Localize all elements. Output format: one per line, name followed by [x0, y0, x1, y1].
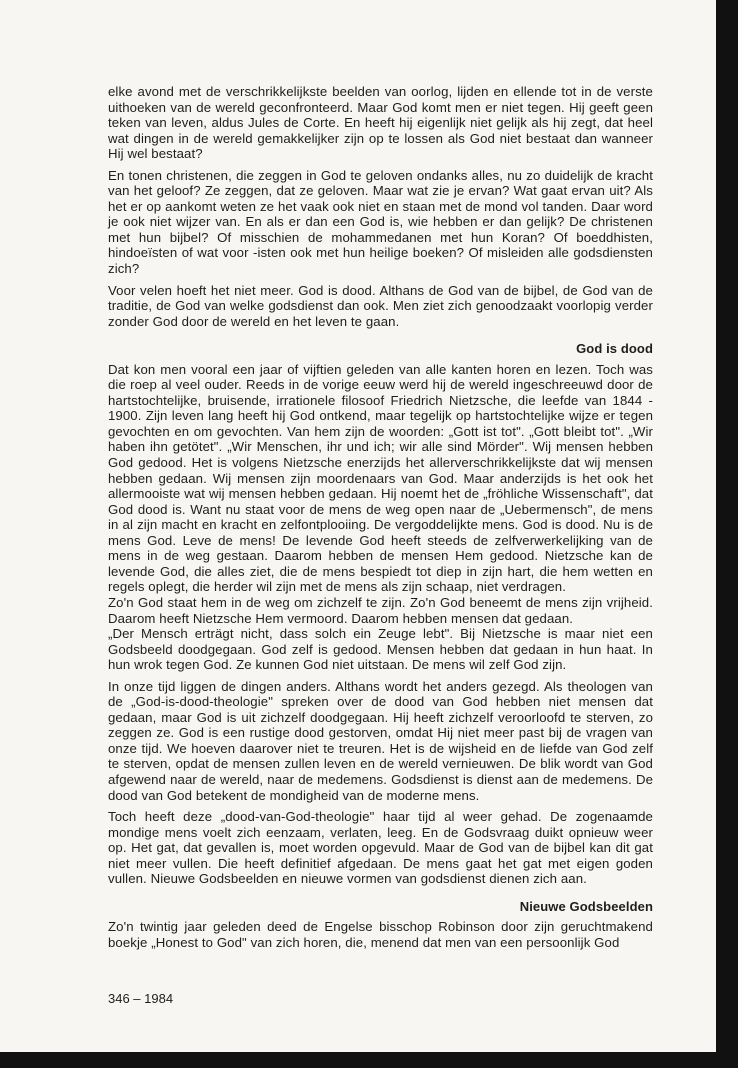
paragraph: In onze tijd liggen de dingen anders. Althans wordt het anders gezegd. Als theologen van de „God-is-dood-theologie" spreken over de dood van God hebben niet mensen dat gedaan, maar God is uit zichzelf doodgegaan. Hij heeft zichzelf veroorloofd te sterven, zo zeggen ze. God is een rustige dood gestorven, omdat Hij niet meer past bij de vragen van onze tijd. We hoeven daarover niet te treuren. Het is de wijsheid en de liefde van God zelf te sterven, opdat de mensen zullen leven en de wereld vernieuwen. De blik wordt van God afgewend naar de wereld, naar de medemens. Godsdienst is dienst aan de medemens. De dood van God betekent de mondigheid van de moderne mens.: [108, 678, 653, 803]
binding-edge: [716, 0, 738, 1068]
section-heading-god-is-dood: God is dood: [576, 341, 653, 357]
paragraph: Zo'n God staat hem in de weg om zichzelf te zijn. Zo'n God beneemt de mens zijn vrijheid. Daarom heeft Nietzsche Hem vermoord. Daarom hebben mensen dat gedaan.: [108, 594, 653, 626]
scan-border: [0, 1052, 738, 1068]
paragraph: En tonen christenen, die zeggen in God te geloven ondanks alles, nu zo duidelijk de kracht van het geloof? Ze zeggen, dat ze geloven. Maar wat zie je ervan? Wat gaat ervan uit? Als het er op aankomt weten ze het vaak ook niet en staan met de mond vol tanden. Daar word je ook niet wijzer van. En als er dan een God is, wie hebben er dan gelijk? De christenen met hun bijbel? Of misschien de mohammedanen met hun Koran? Of boeddhisten, hindoeïsten of wat voor -isten ook met hun heilige boeken? Of misleiden alle godsdiensten zich?: [108, 167, 653, 277]
paragraph: Zo'n twintig jaar geleden deed de Engelse bisschop Robinson door zijn geruchtmakend boekje „Honest to God" van zich horen, die, menend dat men van een persoonlijk God: [108, 919, 653, 950]
paragraph: elke avond met de verschrikkelijkste beelden van oorlog, lijden en ellende tot in de verste uithoeken van de wereld geconfronteerd. Maar God komt men er niet tegen. Hij geeft geen teken van leven, aldus Jules de Corte. En heeft hij eigenlijk niet gelijk als hij zegt, dat heel wat dingen in de wereld gemakkelijker zijn op te lossen als God niet bestaat dan wanneer Hij wel bestaat?: [108, 84, 653, 162]
section-heading-nieuwe-godsbeelden: Nieuwe Godsbeelden: [519, 898, 653, 914]
page-folio: 346 – 1984: [108, 991, 174, 1006]
article-body: [108, 84, 653, 956]
paragraph: Dat kon men vooral een jaar of vijftien geleden van alle kanten horen en lezen. Toch was die roep al veel ouder. Reeds in de vorige eeuw werd hij de wereld ingeschreeuwd door de hartstochtelijke, bruisende, irrationele filosoof Friedrich Nietzsche, die leefde van 1844 - 1900. Zijn leven lang heeft hij God ontkend, maar tegelijk op hartstochtelijke wijze er tegen gevochten en om gevochten. Van hem zijn de woorden: „Gott ist tot". „Gott bleibt tot". „Wir haben ihn getötet". „Wir Menschen, ihr und ich; wir alle sind Mörder". Wij mensen hebben God gedood. Het is volgens Nietzsche enerzijds het allerverschrikkelijkste dat wij mensen hebben gedaan. Wij mensen zijn moordenaars van God. Maar anderzijds is het ook het allermooiste wat wij mensen hebben gedaan. Hij noemt het de „fröhliche Wissenschaft", dat God dood is. Want nu staat voor de mens de weg open naar de „Uebermensch", de mens in al zijn macht en kracht en zelfontplooiing. De vergoddelijkte mens. God is dood. Nu is de mens God. Leve de mens! De levende God heeft steeds de zelfverwerkelijking van de mens in de weg gestaan. Daarom hebben de mensen Hem gedood. Nietzsche kan de levende God, die alles ziet, die de mens bespiedt tot diep in zijn hart, die hem wetten en regels oplegt, die herder wil zijn met de mens als zijn schaap, niet verdragen.: [108, 361, 653, 595]
paragraph: Voor velen hoeft het niet meer. God is dood. Althans de God van de bijbel, de God van de traditie, de God van welke godsdienst dan ook. Men ziet zich genoodzaakt voorlopig verder zonder God door de wereld en het leven te gaan.: [108, 282, 653, 329]
paragraph: Toch heeft deze „dood-van-God-theologie" haar tijd al weer gehad. De zogenaamde mondige mens voelt zich eenzaam, verlaten, leeg. En de Godsvraag duikt opnieuw weer op. Het gat, dat gevallen is, moet worden opgevuld. Maar de God van de bijbel kan dit gat niet meer vullen. Die heeft definitief afgedaan. De mens gaat het gat met eigen goden vullen. Nieuwe Godsbeelden en nieuwe vormen van godsdienst dienen zich aan.: [108, 809, 653, 887]
paragraph: „Der Mensch erträgt nicht, dass solch ein Zeuge lebt". Bij Nietzsche is maar niet een Godsbeeld doodgegaan. God zelf is gedood. Mensen hebben dat gedaan in hun haat. In hun wrok tegen God. Ze kunnen God niet uitstaan. De mens wil zelf God zijn.: [108, 626, 653, 673]
